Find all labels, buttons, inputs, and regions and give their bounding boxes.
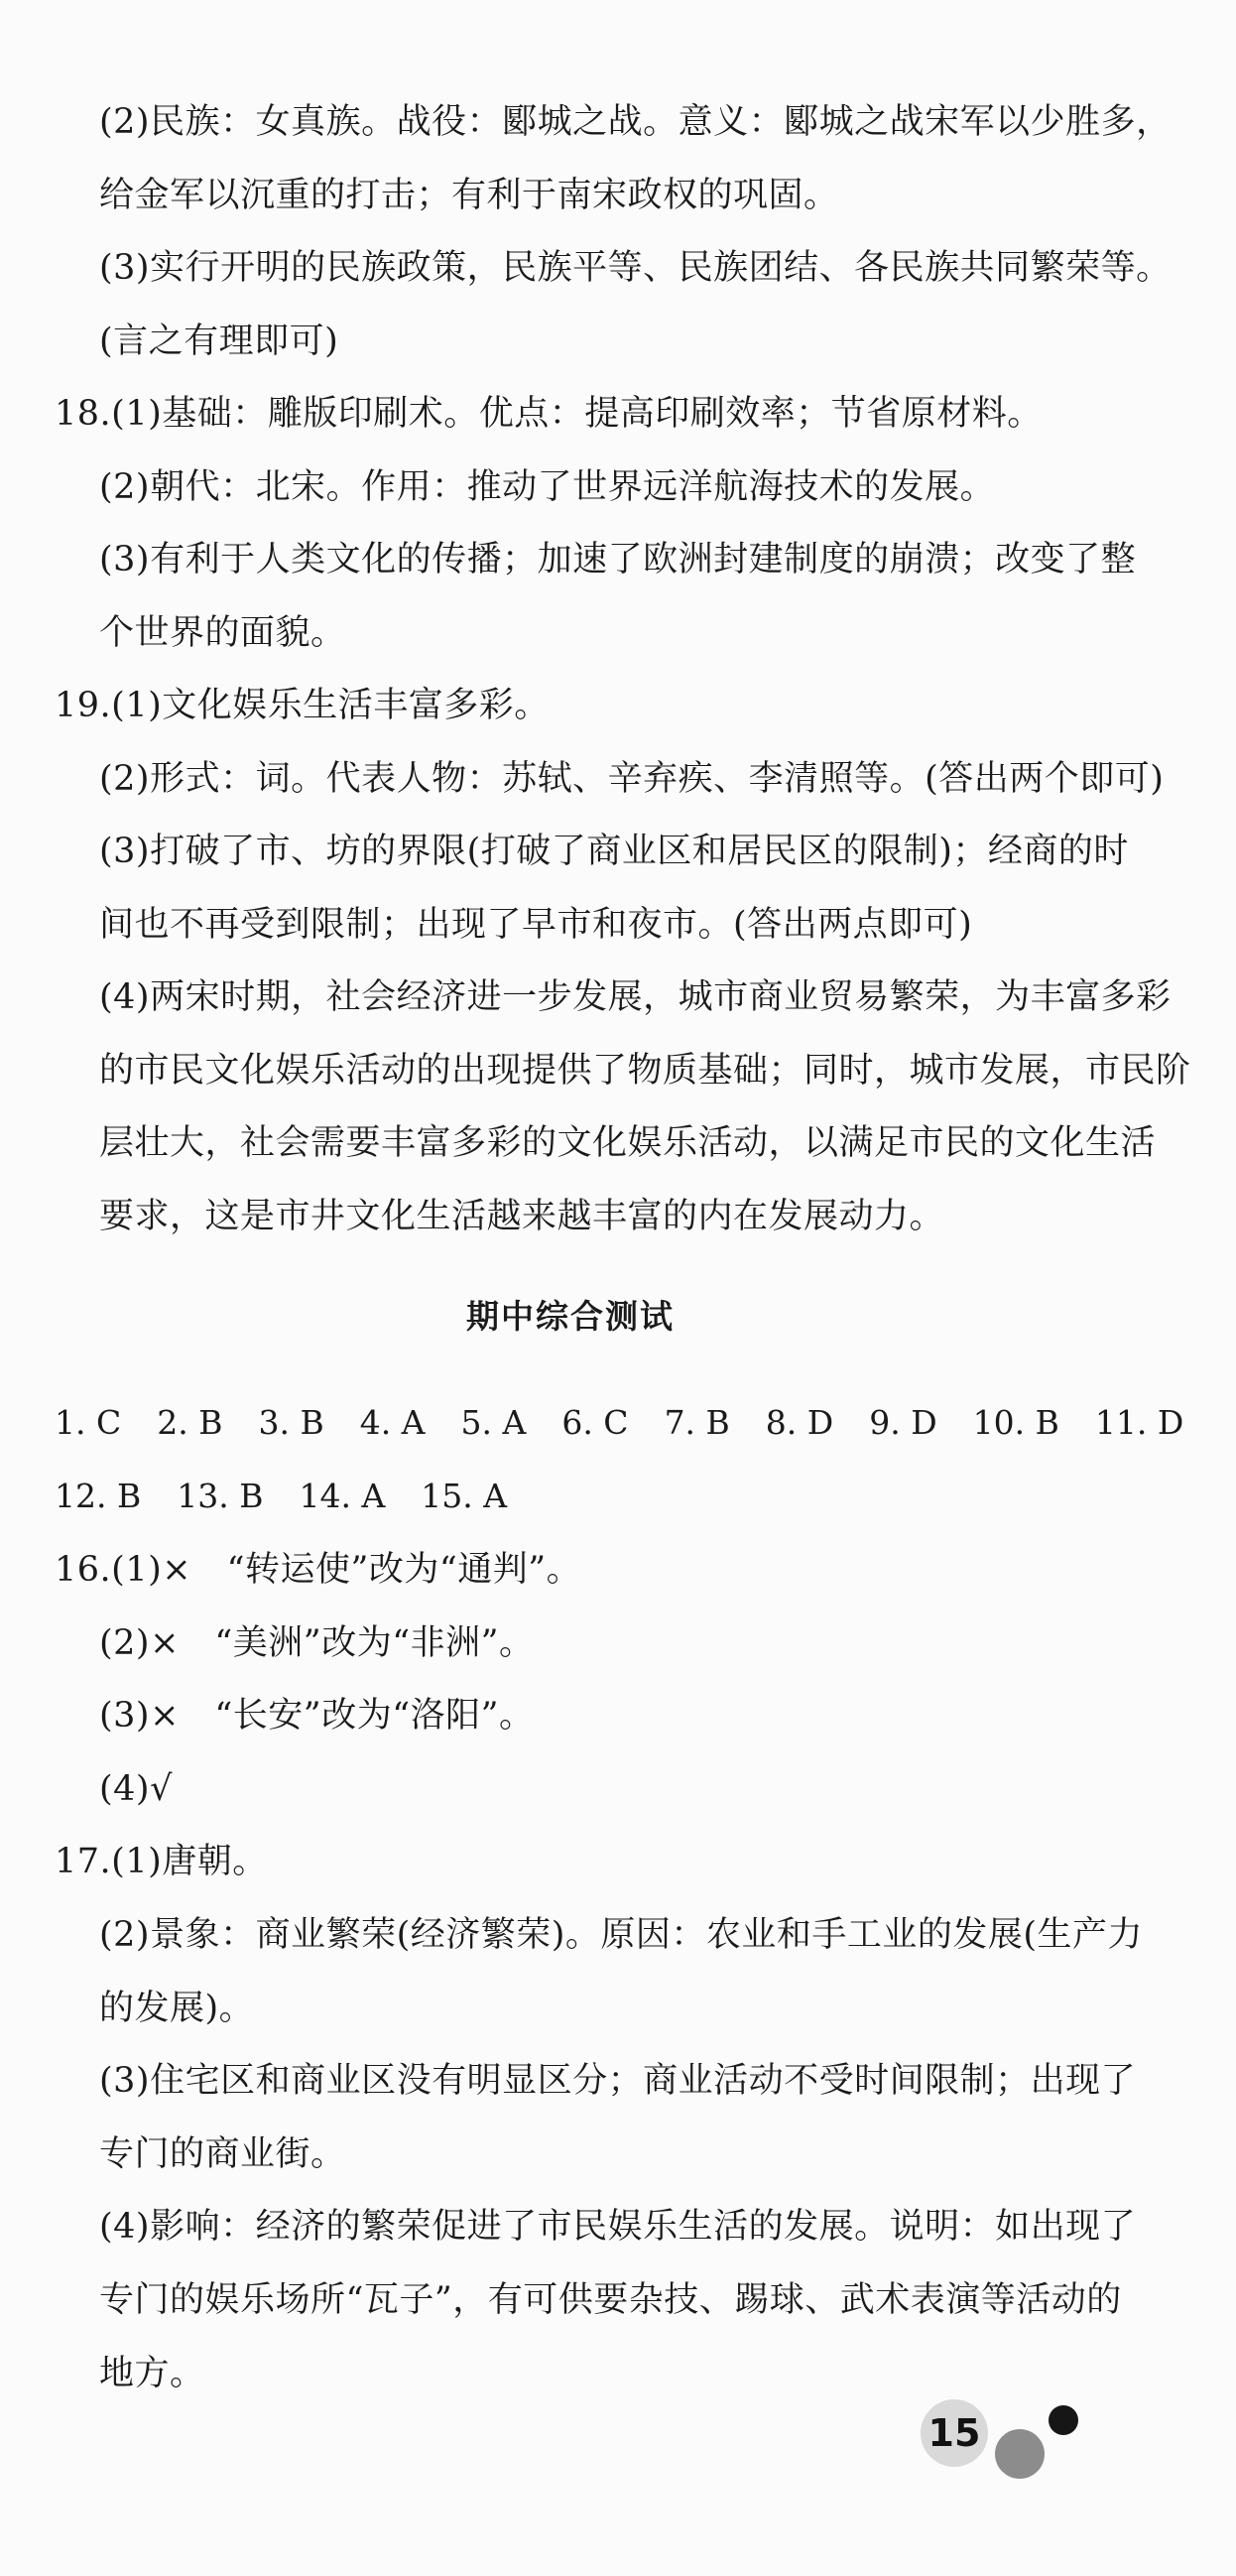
answer-line: (3)有利于人类文化的传播；加速了欧洲封建制度的崩溃；改变了整 xyxy=(99,540,1137,580)
choice-answer: 3. B xyxy=(258,1403,324,1442)
answer-line: (2)民族：女真族。战役：郾城之战。意义：郾城之战宋军以少胜多， xyxy=(99,102,1172,142)
choice-answer: 11. D xyxy=(1094,1403,1184,1442)
answer-line: (3)打破了市、坊的界限(打破了商业区和居民区的限制)；经商的时 xyxy=(99,832,1129,871)
answer-line: (2)形式：词。代表人物：苏轼、辛弃疾、李清照等。(答出两个即可) xyxy=(99,759,1165,799)
answer-line: 给金军以沉重的打击；有利于南宋政权的巩固。 xyxy=(99,176,839,215)
answer-line: (2)景象：商业繁荣(经济繁荣)。原因：农业和手工业的发展(生产力 xyxy=(99,1915,1144,1955)
answer-line: (3)住宅区和商业区没有明显区分；商业活动不受时间限制；出现了 xyxy=(99,2061,1137,2101)
answer-line: (4)√ xyxy=(99,1769,173,1809)
choice-answer: 10. B xyxy=(972,1403,1059,1442)
answer-line: (言之有理即可) xyxy=(99,322,339,361)
decorative-black-dot xyxy=(1049,2405,1078,2435)
choice-answer: 1. C xyxy=(55,1403,122,1442)
answer-line: 的发展)。 xyxy=(99,1989,255,2028)
choice-answer: 14. A xyxy=(299,1477,386,1515)
answer-line: 间也不再受到限制；出现了早市和夜市。(答出两点即可) xyxy=(99,905,973,945)
answer-line: 专门的娱乐场所“瓦子”，有可供要杂技、踢球、武术表演等活动的 xyxy=(99,2280,1122,2320)
choice-answer: 6. C xyxy=(561,1403,629,1442)
answer-line: 的市民文化娱乐活动的出现提供了物质基础；同时，城市发展，市民阶 xyxy=(99,1051,1191,1091)
choice-answer: 2. B xyxy=(157,1403,223,1442)
choice-answer: 7. B xyxy=(664,1403,730,1442)
choice-answer: 13. B xyxy=(177,1477,264,1515)
choice-answer: 15. A xyxy=(421,1477,508,1515)
answer-line: 18.(1)基础：雕版印刷术。优点：提高印刷效率；节省原材料。 xyxy=(55,394,1043,434)
answer-line: 19.(1)文化娱乐生活丰富多彩。 xyxy=(55,686,550,725)
choice-answer: 12. B xyxy=(55,1477,142,1515)
answer-line: 专门的商业街。 xyxy=(99,2134,346,2174)
answer-line: 17.(1)唐朝。 xyxy=(55,1842,268,1881)
choice-answer: 4. A xyxy=(359,1403,426,1442)
answer-line: (2)朝代：北宋。作用：推动了世界远洋航海技术的发展。 xyxy=(99,467,996,507)
answer-line: (4)两宋时期，社会经济进一步发展，城市商业贸易繁荣，为丰富多彩 xyxy=(99,977,1172,1017)
answer-line: 16.(1)× “转运使”改为“通判”。 xyxy=(55,1550,582,1590)
choice-answer: 8. D xyxy=(765,1403,834,1442)
multiple-choice-row xyxy=(55,1477,543,1516)
answer-line: 个世界的面貌。 xyxy=(99,613,346,653)
page-number: 15 xyxy=(921,2399,988,2467)
answer-line: 要求，这是市井文化生活越来越丰富的内在发展动力。 xyxy=(99,1197,945,1236)
answer-line: (2)× “美洲”改为“非洲”。 xyxy=(99,1623,535,1663)
answer-line: (3)实行开明的民族政策，民族平等、民族团结、各民族共同繁荣等。 xyxy=(99,248,1172,288)
answer-line: 层壮大，社会需要丰富多彩的文化娱乐活动，以满足市民的文化生活 xyxy=(99,1123,1157,1163)
answer-line: 地方。 xyxy=(99,2354,205,2393)
answer-line: (3)× “长安”改为“洛阳”。 xyxy=(99,1696,535,1736)
answer-line: (4)影响：经济的繁荣促进了市民娱乐生活的发展。说明：如出现了 xyxy=(99,2207,1137,2247)
decorative-gray-dot xyxy=(995,2429,1045,2479)
multiple-choice-row xyxy=(55,1403,1219,1443)
section-title: 期中综合测试 xyxy=(466,1297,675,1336)
choice-answer: 9. D xyxy=(869,1403,937,1442)
choice-answer: 5. A xyxy=(460,1403,527,1442)
